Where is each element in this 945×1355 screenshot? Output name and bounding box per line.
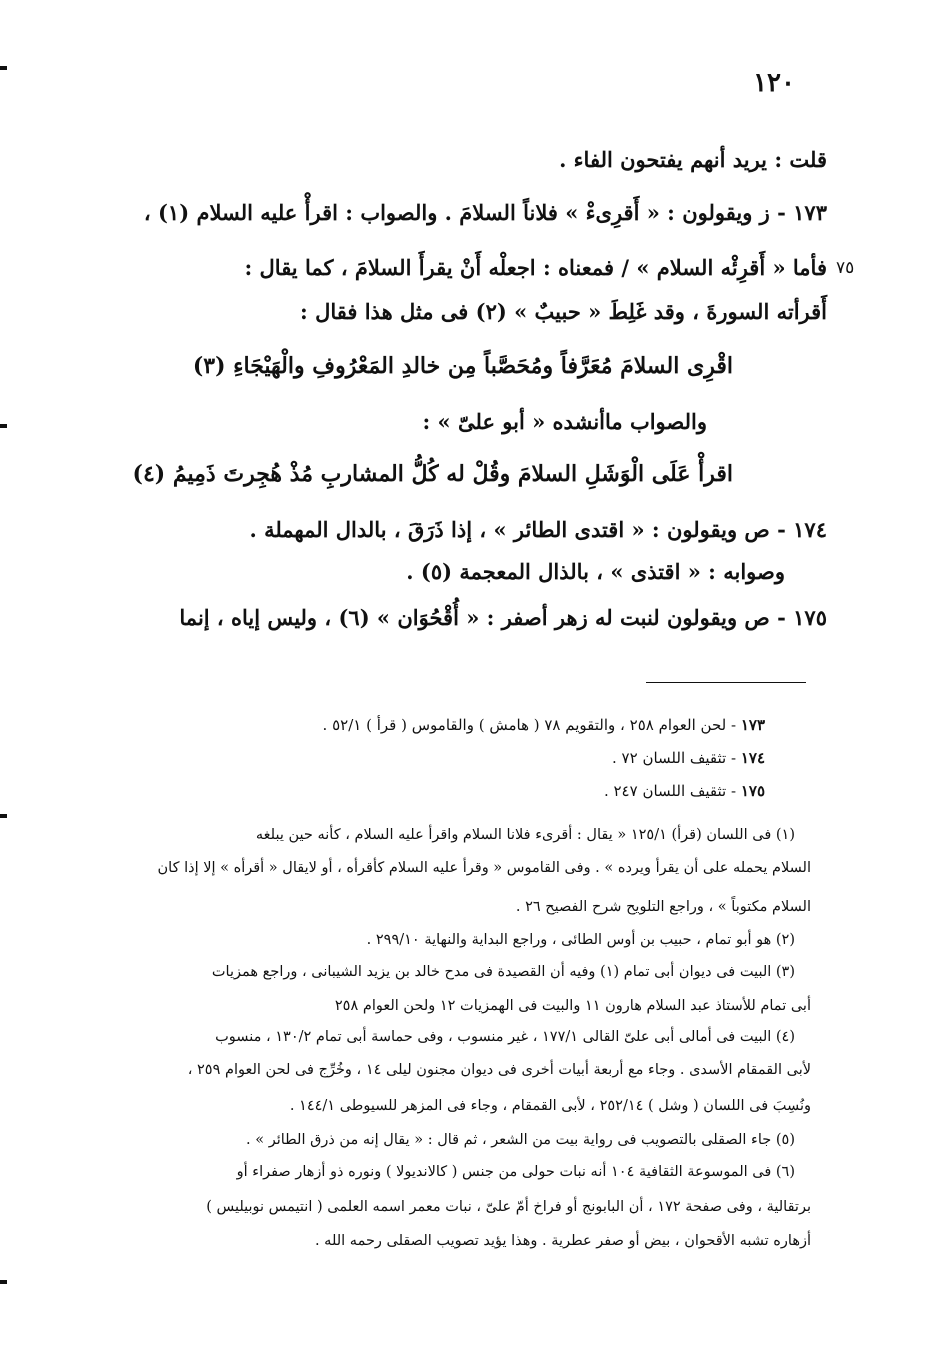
entry-173: ١٧٣ - ز ويقولون : « أَقرِىءْ » فلاناً السلامَ . والصواب : اقرأْ عليه السلام (١) ، <box>143 200 827 225</box>
verse-line: اقرأْ عَلَى الْوَشَلِ السلامَ وقُلْ له كُلُّ المشاربِ مُذْ هُجِرتَ ذَمِيمُ (٤) <box>132 461 733 487</box>
footnote-line: (٤) البيت فى أمالى أبى علىّ القالى ١٧٧/١ ، غير منسوب ، وفى حماسة أبى تمام ١٣٠/٢ ، منسوب <box>215 1029 795 1045</box>
footnote-line: أبى تمام للأستاذ عبد السلام هارون ١١ والبيت فى الهمزيات ١٢ ولحن العوام ٢٥٨ <box>334 998 811 1014</box>
footnote-line: ونُسِبَ فى اللسان ( وشل ) ٢٥٢/١٤ ، لأبى القمقام ، وجاء فى المزهر للسيوطى ١٤٤/١ . <box>289 1098 811 1114</box>
verse-line: اقْرِى السلامَ مُعَرَّفاً ومُحَصَّباً مِن خالدِ المَعْرُوفِ والْهَيْجَاءِ (٣) <box>192 353 733 379</box>
footnote-line: (٥) جاء الصقلى بالتصويب فى رواية بيت من الشعر ، ثم قال : « يقال إنه من ذرق الطائر » . <box>246 1132 795 1148</box>
body-line: فأما « أَقرِئْه السلام » / فمعناه : اجعلْه أَنْ يقرأَ السلامَ ، كما يقال : <box>244 255 827 280</box>
body-line: أَقرأته السورةَ ، وقد غَلِطَ « حبيبٌ » (٢) فى مثل هذا فقال : <box>300 299 827 324</box>
footnote-separator <box>646 682 806 683</box>
source-note <box>604 778 765 804</box>
entry-174: ١٧٤ - ص ويقولون : « اقتدى الطائر » ، إذا ذَرَقَ ، بالدال المهملة . <box>249 517 827 542</box>
body-line: والصواب ماأنشده « أبو علىّ » : <box>422 409 707 434</box>
footnote-line: برتقالية ، وفى صفحة ١٧٢ ، أن البابونج أو فراخ أمّ علىّ ، نبات معمر اسمه العلمى ( انتيمس نوبيليس ) <box>206 1199 811 1215</box>
footnote-line: (١) فى اللسان (قرأ) ١٢٥/١ « يقال : أقرىء فلانا السلام واقرأ عليه السلام ، كأنه حين يبلغه <box>255 827 795 843</box>
scan-edge-mark <box>0 66 7 70</box>
source-text: - تثقيف اللسان ٢٤٧ . <box>603 782 741 800</box>
body-line: قلت : يريد أنهم يفتحون الفاء . <box>559 147 827 172</box>
scan-edge-mark <box>0 424 7 428</box>
page-number: ١٢٠ <box>753 68 795 98</box>
source-entry-number: ١٧٥ <box>740 782 765 800</box>
footnote-line: (٣) البيت فى ديوان أبى تمام (١) وفيه أن القصيدة فى مدح خالد بن يزيد الشيبانى ، وراجع همزيات <box>211 964 795 980</box>
body-line: وصوابه : « اقتذى » ، بالذال المعجمة (٥) . <box>406 559 785 584</box>
margin-number: ٧٥ <box>836 258 855 278</box>
footnote-line: (٦) فى الموسوعة الثقافية ١٠٤ أنه نبات حولى من جنس ( كالانديولا ) ونوره ذو أزهار صفراء أو <box>236 1164 795 1180</box>
footnote-line: لأبى القمقام الأسدى . وجاء مع أربعة أبيات أخرى فى ديوان مجنون ليلى ١٤ ، وخُرِّج فى لحن العوام ٢٥٩ ، <box>187 1062 811 1078</box>
source-note <box>323 712 765 738</box>
footnote-line: (٢) هو أبو تمام ، حبيب بن أوس الطائى ، وراجع البداية والنهاية ٢٩٩/١٠ . <box>366 932 795 948</box>
scan-edge-mark <box>0 814 7 818</box>
entry-175: ١٧٥ - ص ويقولون لنبت له زهر أصفر : « أُقْحُوَان » (٦) ، وليس إياه ، إنما <box>179 605 827 630</box>
source-text: - تثقيف اللسان ٧٢ . <box>612 749 741 767</box>
footnote-line: السلام مكتوباً » ، وراجع التلويح شرح الفصيح ٢٦ . <box>515 899 811 915</box>
source-note <box>612 745 765 771</box>
footnote-line: السلام يحمله على أن يقرأ ويرده » . وفى القاموس « وقرأ عليه السلام كأقرأه ، أو لايقال « أقرأه » إلا إذا كان <box>157 860 811 876</box>
scan-edge-mark <box>0 1280 7 1284</box>
source-text: - لحن العوام ٢٥٨ ، والتقويم ٧٨ ( هامش ) والقاموس ( قرأ ) ٥٢/١ . <box>322 716 741 734</box>
source-entry-number: ١٧٣ <box>740 716 765 734</box>
source-entry-number: ١٧٤ <box>740 749 765 767</box>
footnote-line: أزهاره تشبه الأقحوان ، بيض أو صفر عطرية . وهذا يؤيد تصويب الصقلى رحمه الله . <box>314 1233 811 1249</box>
